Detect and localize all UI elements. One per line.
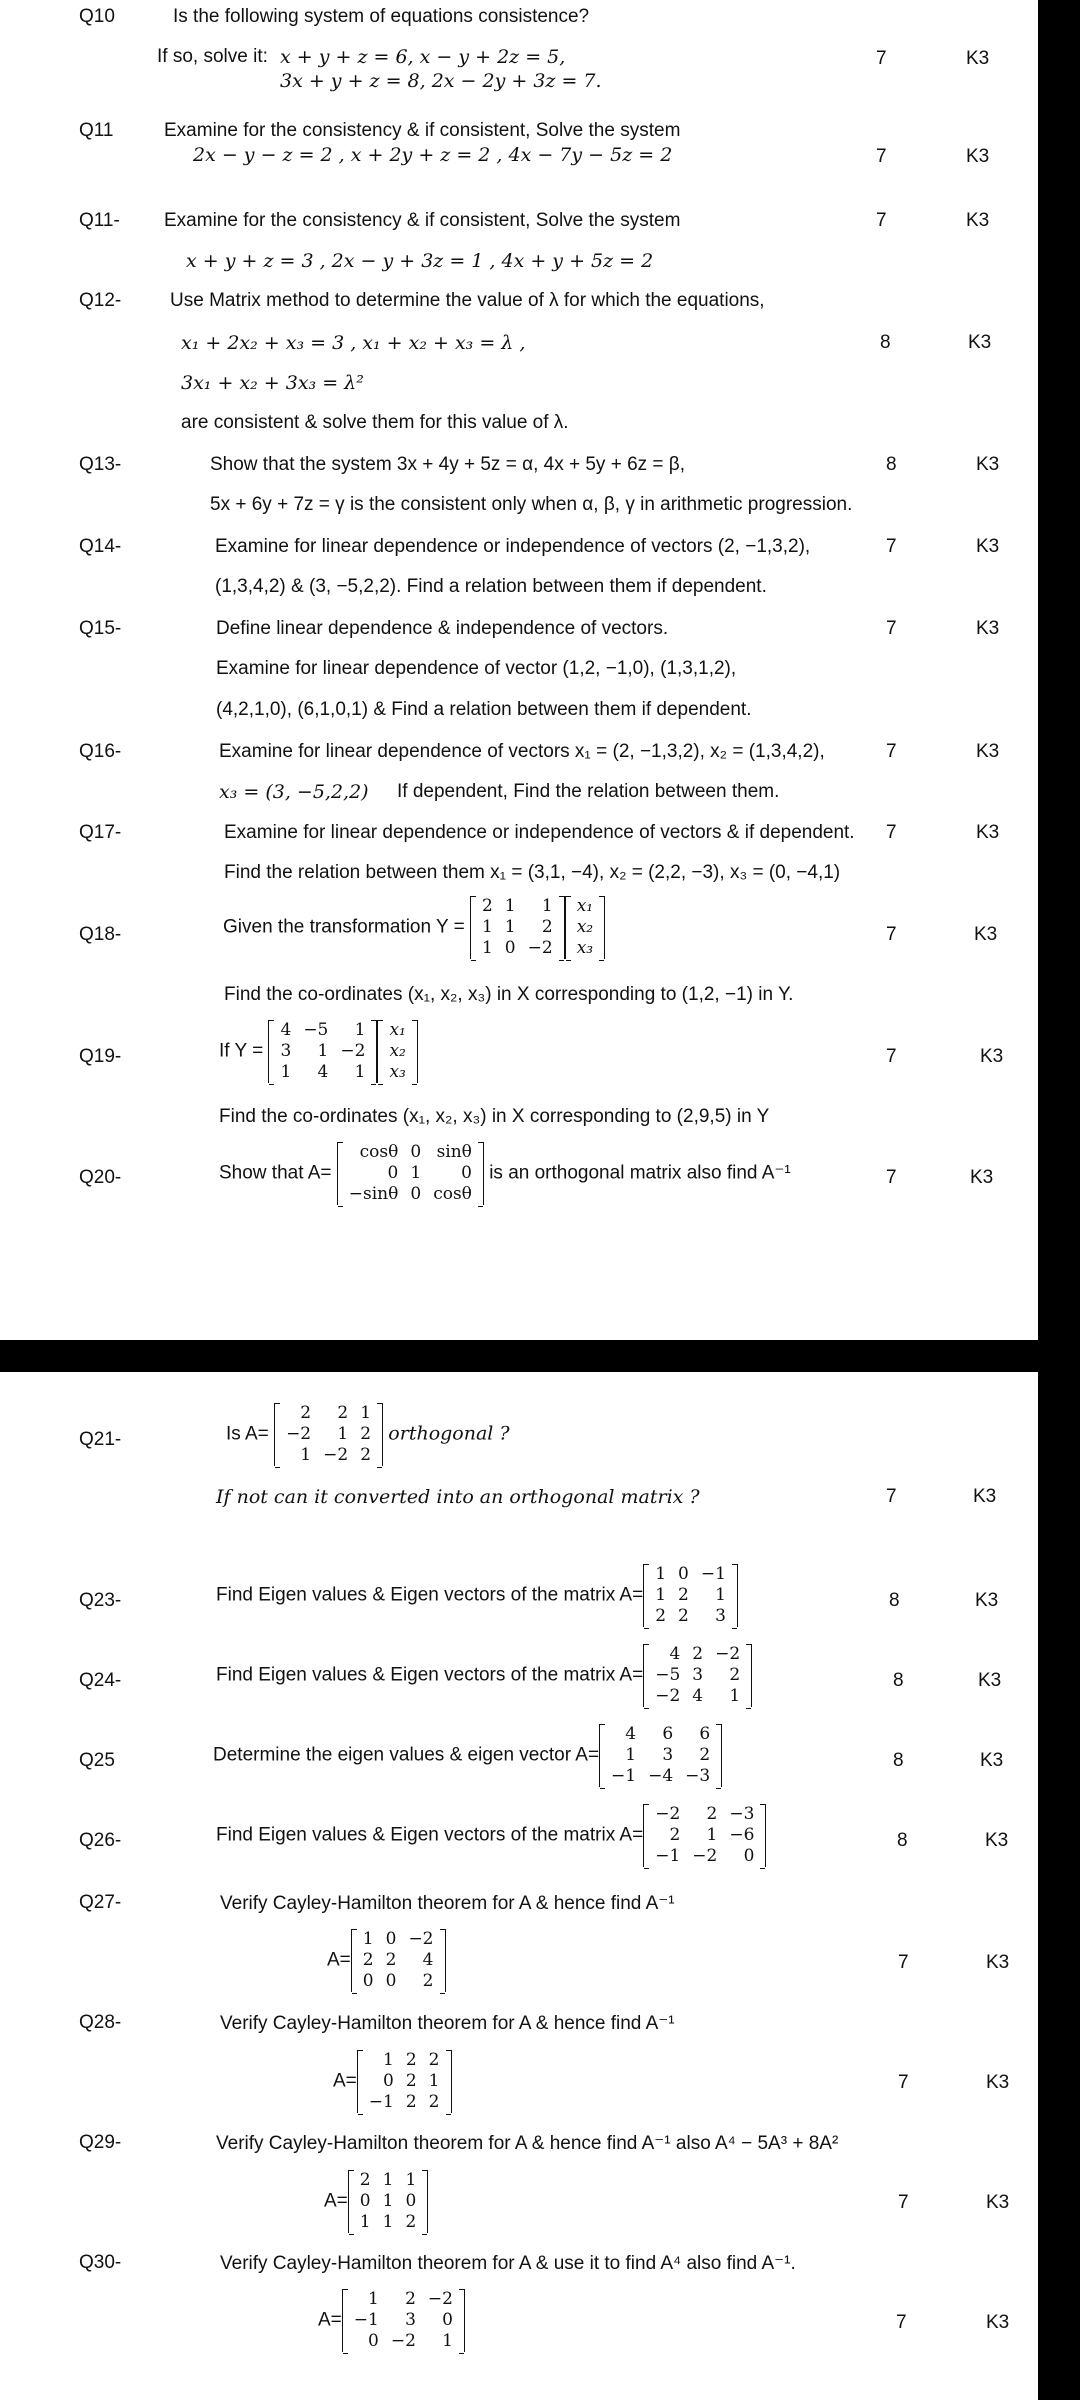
question-text: Examine for linear dependence or independence of vectors (2, −1,3,2), [215,536,811,557]
marks: 7 [898,2192,909,2213]
question-text: are consistent & solve them for this value of λ. [181,412,569,433]
question-text: If so, solve it: [157,46,268,67]
matrix-cell: −2 [692,1846,718,1866]
knowledge-level: K3 [986,2312,1010,2333]
knowledge-level: K3 [986,2192,1010,2213]
marks: 7 [898,1952,909,1973]
matrix-cell: 1 [655,1585,667,1605]
question-text [219,1142,791,1205]
matrix-cell: cosθ [359,1142,399,1162]
matrix-cell: 0 [442,2310,453,2330]
matrix-cell: 0 [359,2191,371,2211]
matrix-cell: 4 [669,1644,681,1664]
matrix-cell: 0 [387,1163,399,1183]
matrix-cell: −2 [340,1041,366,1061]
matrix-cell: 6 [699,1724,711,1744]
matrix-cell: 2 [405,2071,417,2091]
marks: 7 [886,822,897,843]
matrix [337,1142,484,1205]
knowledge-level: K3 [976,454,1000,475]
matrix-cell: 2 [405,2212,417,2232]
question-text: Verify Cayley-Hamilton theorem for A & hence find A⁻¹ [220,1893,675,1914]
equation: x₁ + 2x₂ + x₃ = 3 , x₁ + x₂ + x₃ = λ , [181,332,526,354]
question-number: Q23- [79,1590,122,1611]
question-number: Q12- [79,290,122,311]
matrix-cell: 1 [354,1020,366,1040]
matrix-cell: 2 [729,1665,741,1685]
matrix-cell: 0 [410,1184,422,1204]
question-text: Examine for linear dependence of vectors x₁ = (2, −1,3,2), x₂ = (1,3,4,2), [219,741,825,762]
question-number: Q14- [79,536,122,557]
matrix-cell: 1 [655,1564,667,1584]
marks: 8 [889,1590,900,1611]
question-number: Q25 [79,1750,115,1771]
matrix-cell: 0 [383,2071,394,2091]
equation: x₃ = (3, −5,2,2) [219,781,369,803]
marks: 7 [886,741,897,762]
question-number: Q27- [79,1892,122,1913]
matrix [643,1564,738,1627]
matrix-cell: 3 [715,1606,726,1626]
marks: 7 [876,48,887,69]
matrix-cell: 2 [422,1971,434,1991]
matrix-cell: 2 [692,1644,704,1664]
marks: 8 [886,454,897,475]
matrix-cell: 2 [360,1445,372,1465]
question-number: Q11 [79,120,114,141]
matrix-definition [327,1929,446,1992]
matrix-cell: 1 [405,2170,417,2190]
matrix-cell: 1 [337,1424,349,1444]
page-2 [0,1372,1038,2400]
marks: 7 [896,2312,907,2333]
matrix-cell: −2 [655,1804,681,1824]
matrix-cell: 1 [442,2331,453,2351]
matrix-cell: −1 [353,2310,379,2330]
matrix-cell: 1 [382,2212,394,2232]
question-text [213,1724,722,1787]
equation: 3x + y + z = 8, 2x − 2y + 3z = 7. [280,70,602,92]
matrix-cell: 2 [405,2050,417,2070]
matrix [351,1929,446,1992]
marks: 8 [897,1830,908,1851]
matrix-cell: 3 [692,1665,704,1685]
marks: 8 [893,1750,904,1771]
question-text: orthogonal ? [388,1422,510,1445]
matrix [643,1644,752,1707]
vector-cell: x₁ [576,896,594,916]
question-text: Find Eigen values & Eigen vectors of the matrix A= [216,1664,644,1686]
matrix-cell: −6 [729,1825,755,1845]
knowledge-level: K3 [980,1750,1004,1771]
matrix-cell: −2 [527,938,553,958]
knowledge-level: K3 [980,1046,1004,1067]
matrix-cell: 3 [280,1041,292,1061]
matrix-cell: −sinθ [348,1184,399,1204]
matrix-cell: 1 [382,2191,394,2211]
question-text: Find Eigen values & Eigen vectors of the matrix A= [216,1824,644,1846]
matrix-cell: −1 [611,1766,637,1786]
matrix-cell: 4 [692,1686,704,1706]
matrix-cell: 1 [481,917,493,937]
vector [565,896,605,959]
matrix-cell: 0 [385,1971,397,1991]
matrix-cell: 1 [706,1825,718,1845]
matrix-cell: 0 [368,2331,379,2351]
matrix [643,1804,766,1867]
question-text: A= [318,2309,342,2331]
marks: 7 [876,146,887,167]
matrix-cell: 1 [715,1585,726,1605]
question-text: Verify Cayley-Hamilton theorem for A & hence find A⁻¹ [220,2013,675,2034]
marks: 7 [886,536,897,557]
matrix-cell: 0 [362,1971,374,1991]
matrix-cell: 1 [368,2289,379,2309]
knowledge-level: K3 [976,822,1000,843]
matrix-cell: 1 [354,1062,366,1082]
matrix-cell: 2 [481,896,493,916]
marks: 7 [886,618,897,639]
matrix-cell: 1 [300,1445,312,1465]
question-text: Determine the eigen values & eigen vector A= [213,1744,600,1766]
matrix-cell: 0 [743,1846,755,1866]
question-text: Show that A= [219,1162,332,1184]
equation: 2x − y − z = 2 , x + 2y + z = 2 , 4x − 7y − 5z = 2 [193,144,673,166]
question-text [219,1020,418,1083]
matrix-cell: 2 [300,1403,312,1423]
question-text: (4,2,1,0), (6,1,0,1) & Find a relation between them if dependent. [216,699,752,720]
matrix-cell: −3 [729,1804,755,1824]
question-text: Examine for linear dependence or independence of vectors & if dependent. [224,822,855,843]
matrix-cell: 1 [383,2050,394,2070]
question-text: Given the transformation Y = [223,916,465,938]
matrix-cell: −2 [390,2331,416,2351]
question-number: Q19- [79,1046,122,1067]
matrix-cell: 2 [405,2289,416,2309]
question-text: Use Matrix method to determine the value of λ for which the equations, [170,290,765,311]
knowledge-level: K3 [976,618,1000,639]
question-text: Verify Cayley-Hamilton theorem for A & hence find A⁻¹ also A⁴ − 5A³ + 8A² [216,2133,839,2154]
matrix-cell: 1 [625,1745,637,1765]
matrix-cell: 2 [362,1950,374,1970]
question-text [216,1644,752,1707]
matrix [268,1020,377,1083]
matrix-cell: 1 [280,1062,292,1082]
question-text: Find the co-ordinates (x₁, x₂, x₃) in X corresponding to (1,2, −1) in Y. [224,984,794,1005]
matrix-cell: 1 [410,1163,422,1183]
matrix-cell: 1 [504,896,516,916]
knowledge-level: K3 [968,332,992,353]
matrix-cell: 3 [662,1745,674,1765]
page-separator [0,1340,1080,1372]
matrix [599,1724,722,1787]
matrix-cell: 4 [317,1062,329,1082]
question-text: Examine for the consistency & if consistent, Solve the system [164,120,681,141]
vector-cell: x₁ [389,1020,406,1040]
question-text: is an orthogonal matrix also find A⁻¹ [489,1162,791,1184]
matrix-cell: 2 [428,2092,440,2112]
question-text: Find the co-ordinates (x₁, x₂, x₃) in X corresponding to (2,9,5) in Y [219,1106,770,1127]
matrix-cell: 2 [699,1745,711,1765]
question-number: Q26- [79,1830,122,1851]
matrix-cell: 4 [422,1950,434,1970]
matrix-cell: 2 [428,2050,440,2070]
knowledge-level: K3 [973,1486,997,1507]
matrix-cell: −1 [655,1846,681,1866]
question-number: Q13- [79,454,122,475]
matrix-cell: 1 [359,2212,371,2232]
equation: x + y + z = 3 , 2x − y + 3z = 1 , 4x + y + 5z = 2 [186,250,654,272]
question-number: Q28- [79,2012,122,2033]
matrix-cell: 2 [678,1585,689,1605]
knowledge-level: K3 [966,48,990,69]
knowledge-level: K3 [985,1830,1009,1851]
matrix-cell: 2 [360,1424,372,1444]
question-text [226,1403,510,1466]
question-text: Is the following system of equations consistence? [173,6,590,27]
matrix-cell: 0 [410,1142,422,1162]
knowledge-level: K3 [976,536,1000,557]
question-number: Q24- [79,1670,122,1691]
matrix-cell: 2 [359,2170,371,2190]
matrix [342,2289,465,2352]
question-text: (1,3,4,2) & (3, −5,2,2). Find a relation between them if dependent. [215,576,767,597]
question-text: Show that the system 3x + 4y + 5z = α, 4x + 5y + 6z = β, [210,454,685,475]
matrix-cell: −2 [655,1686,681,1706]
matrix-cell: 2 [669,1825,681,1845]
question-number: Q10 [79,6,115,27]
question-number: Q17- [79,822,122,843]
question-number: Q16- [79,741,122,762]
matrix-cell: 1 [362,1929,374,1949]
question-text: Verify Cayley-Hamilton theorem for A & use it to find A⁴ also find A⁻¹. [220,2253,796,2274]
marks: 8 [880,332,891,353]
question-number: Q30- [79,2252,122,2273]
question-text [223,896,605,959]
matrix-cell: −3 [685,1766,711,1786]
knowledge-level: K3 [975,1590,999,1611]
matrix-cell: 1 [317,1041,329,1061]
marks: 7 [886,1167,897,1188]
matrix-cell: 1 [360,1403,372,1423]
matrix-cell: −1 [700,1564,726,1584]
knowledge-level: K3 [974,924,998,945]
knowledge-level: K3 [978,1670,1002,1691]
matrix-cell: 1 [504,917,516,937]
question-text: If dependent, Find the relation between them. [397,781,780,802]
matrix-cell: −2 [715,1644,741,1664]
matrix-cell: −2 [323,1445,349,1465]
matrix-cell: 0 [678,1564,689,1584]
knowledge-level: K3 [986,2072,1010,2093]
knowledge-level: K3 [970,1167,994,1188]
matrix-definition [318,2289,465,2352]
question-text: Find Eigen values & Eigen vectors of the matrix A= [216,1584,644,1606]
vector-cell: x₃ [576,938,594,958]
matrix-definition [333,2050,452,2113]
matrix-cell: 2 [541,917,553,937]
knowledge-level: K3 [966,146,990,167]
question-text: Is A= [226,1423,269,1445]
matrix-cell: −1 [368,2092,394,2112]
matrix-cell: −5 [303,1020,329,1040]
question-text: Define linear dependence & independence of vectors. [216,618,669,639]
right-edge-bar [1038,0,1080,2400]
matrix [470,896,565,959]
matrix [357,2050,452,2113]
matrix [348,2170,428,2233]
equation: x + y + z = 6, x − y + 2z = 5, [280,46,566,68]
marks: 7 [876,210,887,231]
marks: 7 [886,1486,897,1507]
matrix-cell: 0 [504,938,516,958]
matrix-cell: 0 [385,1929,397,1949]
matrix-cell: 0 [405,2191,417,2211]
question-number: Q18- [79,924,122,945]
marks: 7 [886,1046,897,1067]
matrix-cell: 3 [405,2310,416,2330]
question-number: Q20- [79,1167,122,1188]
matrix-cell: 2 [337,1403,349,1423]
vector-cell: x₂ [576,917,594,937]
question-number: Q21- [79,1429,122,1450]
marks: 7 [886,924,897,945]
question-text: A= [324,2190,348,2212]
vector-cell: x₃ [389,1062,406,1082]
matrix-cell: 4 [625,1724,637,1744]
matrix-cell: −4 [648,1766,674,1786]
matrix-cell: sinθ [436,1142,472,1162]
question-text: A= [333,2070,357,2092]
question-text [216,1804,766,1867]
matrix-cell: 2 [706,1804,718,1824]
marks: 7 [898,2072,909,2093]
matrix-cell: cosθ [433,1184,472,1204]
matrix [274,1403,383,1466]
matrix-definition [324,2170,428,2233]
vector [377,1020,417,1083]
matrix-cell: −5 [655,1665,681,1685]
matrix-cell: 1 [428,2071,440,2091]
matrix-cell: 1 [481,938,493,958]
matrix-cell: 2 [405,2092,417,2112]
matrix-cell: −2 [427,2289,453,2309]
question-text: Examine for the consistency & if consistent, Solve the system [164,210,681,231]
matrix-cell: 1 [541,896,553,916]
matrix-cell: 6 [662,1724,674,1744]
marks: 8 [893,1670,904,1691]
question-number: Q15- [79,618,122,639]
question-text [216,1564,738,1627]
question-text: A= [327,1949,351,1971]
knowledge-level: K3 [976,741,1000,762]
knowledge-level: K3 [966,210,990,231]
question-text: Examine for linear dependence of vector (1,2, −1,0), (1,3,1,2), [216,658,737,679]
matrix-cell: 2 [655,1606,667,1626]
question-text: Find the relation between them x₁ = (3,1, −4), x₂ = (2,2, −3), x₃ = (0, −4,1) [224,862,841,883]
matrix-cell: 4 [280,1020,292,1040]
matrix-cell: 2 [678,1606,689,1626]
question-text: 5x + 6y + 7z = γ is the consistent only when α, β, γ in arithmetic progression. [210,494,853,515]
matrix-cell: −2 [286,1424,312,1444]
matrix-cell: 0 [461,1163,472,1183]
vector-cell: x₂ [389,1041,406,1061]
question-number: Q11- [79,210,120,231]
matrix-cell: −2 [408,1929,434,1949]
matrix-cell: 1 [729,1686,741,1706]
matrix-cell: 1 [382,2170,394,2190]
equation: 3x₁ + x₂ + 3x₃ = λ² [181,372,364,394]
knowledge-level: K3 [986,1952,1010,1973]
matrix-cell: 2 [385,1950,397,1970]
question-text: If Y = [219,1040,264,1062]
question-text: If not can it converted into an orthogonal matrix ? [216,1486,700,1508]
question-number: Q29- [79,2132,122,2153]
